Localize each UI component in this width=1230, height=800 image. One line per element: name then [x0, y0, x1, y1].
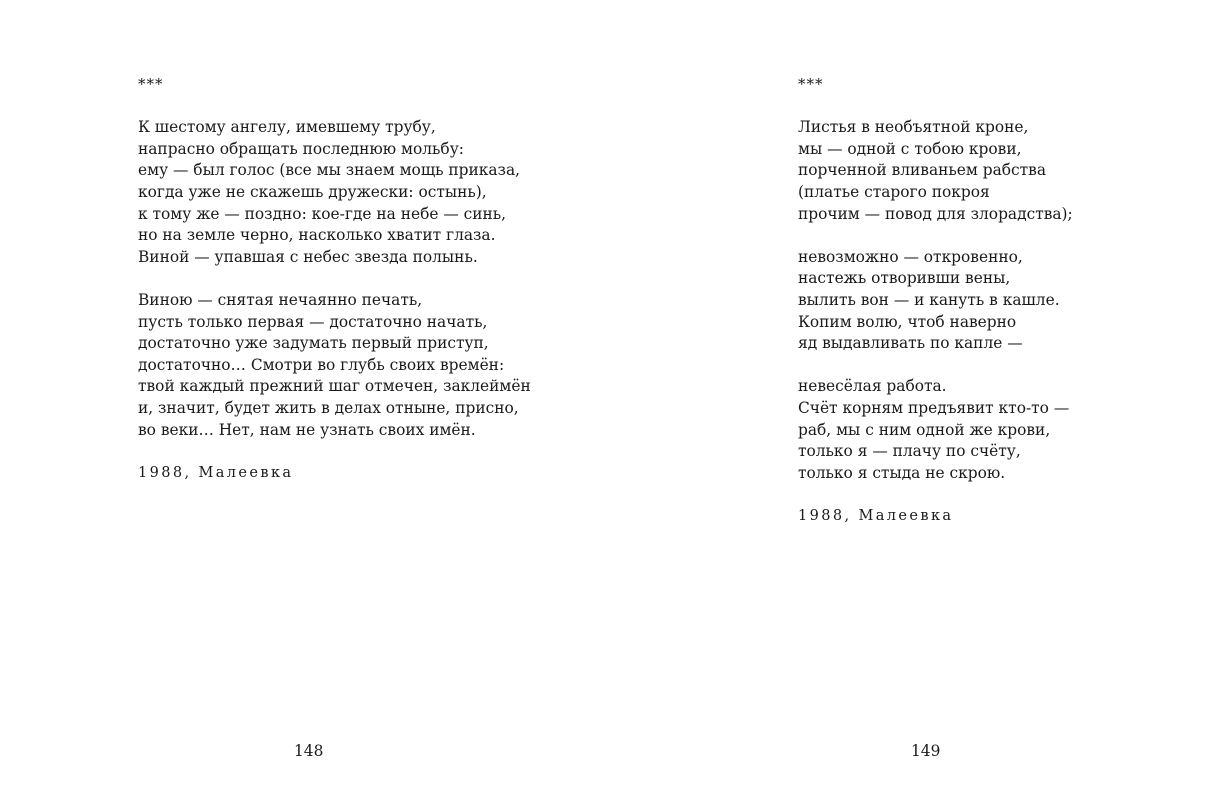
poem-line: и, значит, будет жить в делах отныне, присно, — [138, 398, 519, 417]
poem-line: пусть только первая — достаточно начать, — [138, 312, 488, 331]
poem-line: твой каждый прежний шаг отмечен, заклеймён — [138, 377, 531, 396]
stanza — [798, 376, 1073, 484]
poem-line: Виной — упавшая с небес звезда полынь. — [138, 247, 478, 266]
poem-line: яд выдавливать по капле — — [798, 334, 1023, 353]
page-number: 149 — [911, 742, 941, 760]
stanza — [138, 290, 531, 441]
poem-line: невесёлая работа. — [798, 377, 947, 396]
poem-line: прочим — повод для злорадства); — [798, 204, 1073, 223]
right-page — [615, 0, 1230, 800]
page-number: 148 — [294, 742, 324, 760]
poem-line: Копим волю, чтоб наверно — [798, 312, 1017, 331]
poem-line: Счёт корням предъявит кто-то — — [798, 398, 1070, 417]
poem-line: невозможно — откровенно, — [798, 247, 1023, 266]
poem-line: настежь отворивши вены, — [798, 269, 1011, 288]
poem-line: только я — плачу по счёту, — [798, 442, 1021, 461]
poem — [138, 74, 531, 484]
poem-line: только я стыда не скрою. — [798, 463, 1006, 482]
poem-date-place: 1988, Малеевка — [798, 507, 954, 524]
poem-line: когда уже не скажешь дружески: остынь), — [138, 182, 487, 201]
poem-line: К шестому ангелу, имевшему трубу, — [138, 118, 436, 137]
poem-line: раб, мы с ним одной же крови, — [798, 420, 1051, 439]
poem-line: Листья в необъятной кроне, — [798, 118, 1029, 137]
asterism: *** — [798, 75, 824, 93]
poem-line: порченной вливаньем рабства — [798, 161, 1047, 180]
poem-line: во веки… Нет, нам не узнать своих имён. — [138, 420, 476, 439]
poem-line: но на земле черно, насколько хватит глаза. — [138, 226, 496, 245]
poem-line: мы — одной с тобою крови, — [798, 139, 1022, 158]
asterism: *** — [138, 75, 164, 93]
poem-line: вылить вон — и кануть в кашле. — [798, 290, 1060, 309]
poem-line: напрасно обращать последнюю мольбу: — [138, 139, 464, 158]
poem-line: (платье старого покроя — [798, 182, 990, 201]
poem-date-place: 1988, Малеевка — [138, 464, 294, 481]
poem-line: достаточно… Смотри во глубь своих времён: — [138, 355, 505, 374]
poem-line: к тому же — поздно: кое-где на небе — синь, — [138, 204, 507, 223]
poem-line: достаточно уже задумать первый приступ, — [138, 334, 489, 353]
stanza — [798, 247, 1073, 355]
stanza — [798, 117, 1073, 225]
poem-line: ему — был голос (все мы знаем мощь приказа, — [138, 161, 521, 180]
stanza — [138, 117, 531, 268]
poem — [798, 74, 1073, 527]
poem-line: Виною — снятая нечаянно печать, — [138, 290, 423, 309]
